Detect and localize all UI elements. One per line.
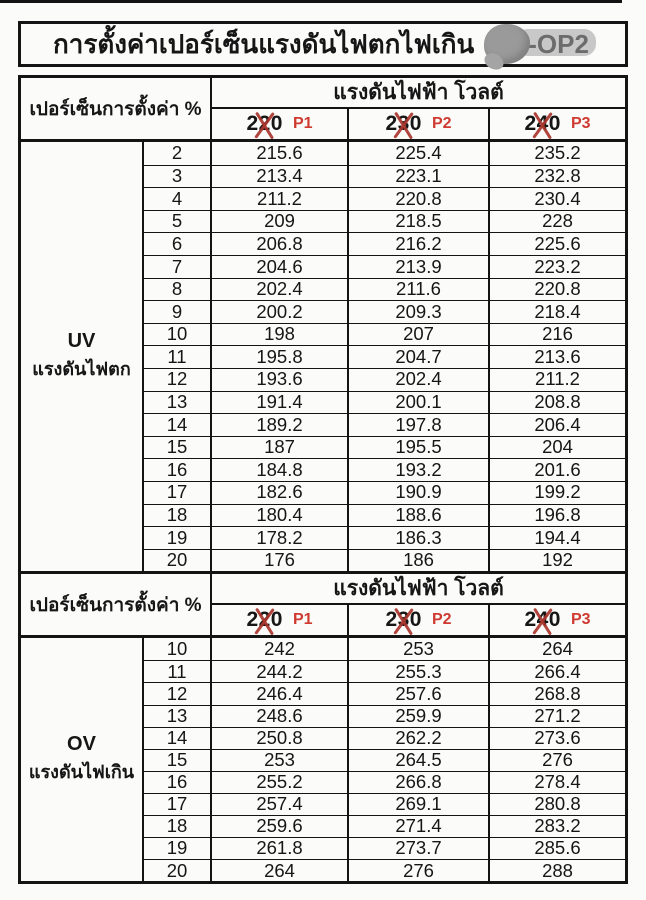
voltage-header-title: แรงดันไฟฟ้า โวลต์	[210, 574, 625, 605]
ov-table-header	[21, 571, 625, 635]
percent-cell: 10	[166, 323, 188, 345]
percent-cell: 19	[166, 837, 188, 859]
voltage-number-wrap	[246, 608, 283, 632]
phase-label: P2	[431, 115, 452, 132]
value-cell-240: 211.2	[488, 369, 625, 391]
table-row	[144, 504, 625, 527]
value-cell-220: 191.4	[210, 392, 347, 414]
value-cell-230: 257.6	[347, 683, 488, 704]
value-cell-230: 200.1	[347, 392, 488, 414]
table-row	[144, 749, 625, 771]
percent-setting-header: เปอร์เซ็นการตั้งค่า %	[29, 98, 202, 120]
ov-name: แรงดันไฟเกิน	[28, 762, 135, 783]
value-cell-240: 213.6	[488, 346, 625, 368]
value-cell-230: 213.9	[347, 256, 488, 278]
value-cell-240: 232.8	[488, 166, 625, 188]
voltage-column-header	[488, 109, 625, 139]
value-cell-230: 211.6	[347, 279, 488, 301]
table-row	[144, 300, 625, 323]
value-cell-220: 198	[210, 324, 347, 346]
value-cell-240: 276	[488, 750, 625, 771]
percent-setting-header: เปอร์เซ็นการตั้งค่า %	[29, 594, 202, 616]
percent-cell: 18	[166, 815, 188, 837]
value-cell-220: 206.8	[210, 233, 347, 255]
percent-cell: 18	[166, 504, 188, 526]
value-cell-220: 248.6	[210, 706, 347, 727]
value-cell-230: 216.2	[347, 233, 488, 255]
value-cell-240: 288	[488, 860, 625, 881]
page-top-edge-line	[0, 0, 622, 3]
value-cell-220: 215.6	[210, 142, 347, 165]
voltage-header-group	[210, 78, 625, 139]
value-cell-240: 192	[488, 550, 625, 572]
value-cell-220: 176	[210, 550, 347, 572]
phase-label: P1	[292, 115, 313, 132]
uv-code: UV	[67, 330, 96, 353]
table-row	[144, 187, 625, 210]
percent-cell: 3	[171, 165, 183, 187]
voltage-number-wrap	[524, 608, 561, 632]
table-row	[144, 368, 625, 391]
percent-cell: 20	[166, 549, 188, 571]
uv-rows	[144, 142, 625, 571]
value-cell-230: 195.5	[347, 437, 488, 459]
value-cell-230: 225.4	[347, 142, 488, 165]
value-cell-240: 278.4	[488, 772, 625, 793]
value-cell-220: 200.2	[210, 301, 347, 323]
uv-name: แรงดันไฟตก	[32, 359, 131, 380]
value-cell-240: 273.6	[488, 728, 625, 749]
percent-cell: 4	[171, 187, 183, 209]
value-cell-240: 218.4	[488, 301, 625, 323]
percent-cell: 13	[166, 704, 188, 726]
value-cell-220: 202.4	[210, 279, 347, 301]
table-row	[144, 142, 625, 165]
uv-section-label	[21, 142, 144, 571]
voltage-number-wrap	[385, 112, 422, 136]
percent-cell: 8	[171, 278, 183, 300]
table-row	[144, 682, 625, 704]
table-row	[144, 793, 625, 815]
percent-cell: 13	[166, 391, 188, 413]
percent-cell: 14	[166, 726, 188, 748]
value-cell-230: 188.6	[347, 505, 488, 527]
uv-section	[21, 139, 625, 571]
value-cell-220: 244.2	[210, 661, 347, 682]
value-cell-220: 180.4	[210, 505, 347, 527]
value-cell-240: 208.8	[488, 392, 625, 414]
value-cell-220: 246.4	[210, 683, 347, 704]
scanned-document	[18, 21, 628, 884]
value-cell-240: 194.4	[488, 527, 625, 549]
percent-cell: 20	[166, 859, 188, 881]
table-row	[144, 859, 625, 881]
percent-cell: 11	[167, 345, 187, 367]
table-row	[144, 815, 625, 837]
redaction-scribble	[484, 23, 593, 65]
percent-cell: 12	[166, 368, 188, 390]
value-cell-240: 271.2	[488, 706, 625, 727]
table-row	[144, 771, 625, 793]
value-cell-240: 264	[488, 638, 625, 660]
percent-cell: 16	[166, 458, 188, 480]
document-title-bar	[18, 21, 628, 67]
value-cell-230: 204.7	[347, 346, 488, 368]
voltage-column-header	[488, 605, 625, 635]
value-cell-220: 178.2	[210, 527, 347, 549]
value-cell-230: 253	[347, 638, 488, 660]
value-cell-240: 230.4	[488, 188, 625, 210]
percent-cell: 5	[171, 210, 183, 232]
voltage-value: 230	[385, 608, 422, 632]
value-cell-240: 228	[488, 211, 625, 233]
phase-label: P3	[570, 611, 591, 629]
table-row	[144, 458, 625, 481]
table-row	[144, 481, 625, 504]
table-row	[144, 210, 625, 233]
table-row	[144, 323, 625, 346]
value-cell-230: 207	[347, 324, 488, 346]
voltage-column-header	[347, 605, 488, 635]
value-cell-240: 268.8	[488, 683, 625, 704]
value-cell-240: 235.2	[488, 142, 625, 165]
value-cell-230: 202.4	[347, 369, 488, 391]
voltage-value: 240	[524, 608, 561, 632]
voltage-value: 220	[246, 112, 283, 135]
percent-cell: 11	[167, 660, 187, 682]
value-cell-220: 253	[210, 750, 347, 771]
percent-cell: 15	[166, 436, 188, 458]
table-row	[144, 436, 625, 459]
voltage-number-wrap	[524, 112, 561, 136]
percent-cell: 6	[171, 232, 183, 254]
value-cell-230: 209.3	[347, 301, 488, 323]
ov-section	[21, 635, 625, 881]
value-cell-240: 206.4	[488, 414, 625, 436]
voltage-value: 230	[385, 112, 422, 135]
value-cell-240: 220.8	[488, 279, 625, 301]
value-cell-230: 273.7	[347, 838, 488, 859]
value-cell-220: 257.4	[210, 794, 347, 815]
value-cell-240: 283.2	[488, 816, 625, 837]
value-cell-220: 189.2	[210, 414, 347, 436]
table-row	[144, 549, 625, 572]
value-cell-220: 209	[210, 211, 347, 233]
value-cell-230: 276	[347, 860, 488, 881]
value-cell-220: 242	[210, 638, 347, 660]
value-cell-230: 262.2	[347, 728, 488, 749]
voltage-header-title: แรงดันไฟฟ้า โวลต์	[210, 78, 625, 109]
value-cell-230: 223.1	[347, 166, 488, 188]
value-cell-230: 197.8	[347, 414, 488, 436]
table-row	[144, 638, 625, 660]
value-cell-230: 255.3	[347, 661, 488, 682]
table-row	[144, 391, 625, 414]
percent-cell: 12	[166, 682, 188, 704]
ov-rows	[144, 638, 625, 881]
voltage-column-header	[210, 605, 347, 635]
value-cell-230: 186	[347, 550, 488, 572]
value-cell-220: 255.2	[210, 772, 347, 793]
percent-cell: 9	[171, 300, 183, 322]
table-row	[144, 165, 625, 188]
table-row	[144, 660, 625, 682]
page-title: การตั้งค่าเปอร์เซ็นแรงดันไฟตกไฟเกิน	[53, 28, 475, 59]
value-cell-230: 190.9	[347, 482, 488, 504]
value-cell-220: 250.8	[210, 728, 347, 749]
percent-cell: 17	[166, 793, 188, 815]
voltage-value: 240	[524, 112, 561, 135]
value-cell-220: 259.6	[210, 816, 347, 837]
value-cell-220: 184.8	[210, 459, 347, 481]
value-cell-220: 213.4	[210, 166, 347, 188]
table-row	[144, 232, 625, 255]
value-cell-230: 186.3	[347, 527, 488, 549]
uv-table-header	[21, 78, 625, 139]
value-cell-230: 218.5	[347, 211, 488, 233]
percent-cell: 15	[166, 749, 188, 771]
value-cell-220: 211.2	[210, 188, 347, 210]
voltage-column-header	[347, 109, 488, 139]
value-cell-230: 266.8	[347, 772, 488, 793]
percent-cell: 14	[166, 413, 188, 435]
percent-cell: 7	[171, 255, 183, 277]
percent-cell: 10	[166, 638, 188, 660]
percent-cell: 19	[166, 526, 188, 548]
value-cell-240: 280.8	[488, 794, 625, 815]
value-cell-240: 225.6	[488, 233, 625, 255]
value-cell-230: 259.9	[347, 706, 488, 727]
voltage-column-header	[210, 109, 347, 139]
percent-cell: 2	[171, 142, 183, 164]
value-cell-240: 201.6	[488, 459, 625, 481]
value-cell-240: 266.4	[488, 661, 625, 682]
value-cell-230: 193.2	[347, 459, 488, 481]
table-row	[144, 526, 625, 549]
value-cell-240: 223.2	[488, 256, 625, 278]
voltage-column-headers	[210, 109, 625, 139]
table-row	[144, 837, 625, 859]
value-cell-240: 204	[488, 437, 625, 459]
value-cell-220: 182.6	[210, 482, 347, 504]
table-row	[144, 278, 625, 301]
value-cell-240: 199.2	[488, 482, 625, 504]
voltage-column-headers	[210, 605, 625, 635]
value-cell-230: 271.4	[347, 816, 488, 837]
table-row	[144, 345, 625, 368]
voltage-settings-table	[18, 75, 628, 884]
ov-code: OV	[67, 733, 96, 756]
voltage-header-group	[210, 574, 625, 635]
phase-label: P1	[292, 611, 313, 629]
phase-label: P2	[431, 611, 452, 629]
table-row	[144, 413, 625, 436]
table-row	[144, 727, 625, 749]
phase-label: P3	[570, 115, 591, 132]
value-cell-240: 285.6	[488, 838, 625, 859]
value-cell-240: 196.8	[488, 505, 625, 527]
value-cell-240: 216	[488, 324, 625, 346]
voltage-number-wrap	[385, 608, 422, 632]
voltage-number-wrap	[246, 112, 283, 136]
value-cell-220: 193.6	[210, 369, 347, 391]
value-cell-230: 220.8	[347, 188, 488, 210]
percent-cell: 16	[166, 771, 188, 793]
value-cell-220: 195.8	[210, 346, 347, 368]
value-cell-220: 264	[210, 860, 347, 881]
value-cell-220: 204.6	[210, 256, 347, 278]
percent-cell: 17	[166, 481, 188, 503]
table-row	[144, 255, 625, 278]
value-cell-230: 264.5	[347, 750, 488, 771]
value-cell-220: 261.8	[210, 838, 347, 859]
value-cell-230: 269.1	[347, 794, 488, 815]
value-cell-220: 187	[210, 437, 347, 459]
table-row	[144, 705, 625, 727]
ov-section-label	[21, 638, 144, 881]
voltage-value: 220	[246, 608, 283, 632]
